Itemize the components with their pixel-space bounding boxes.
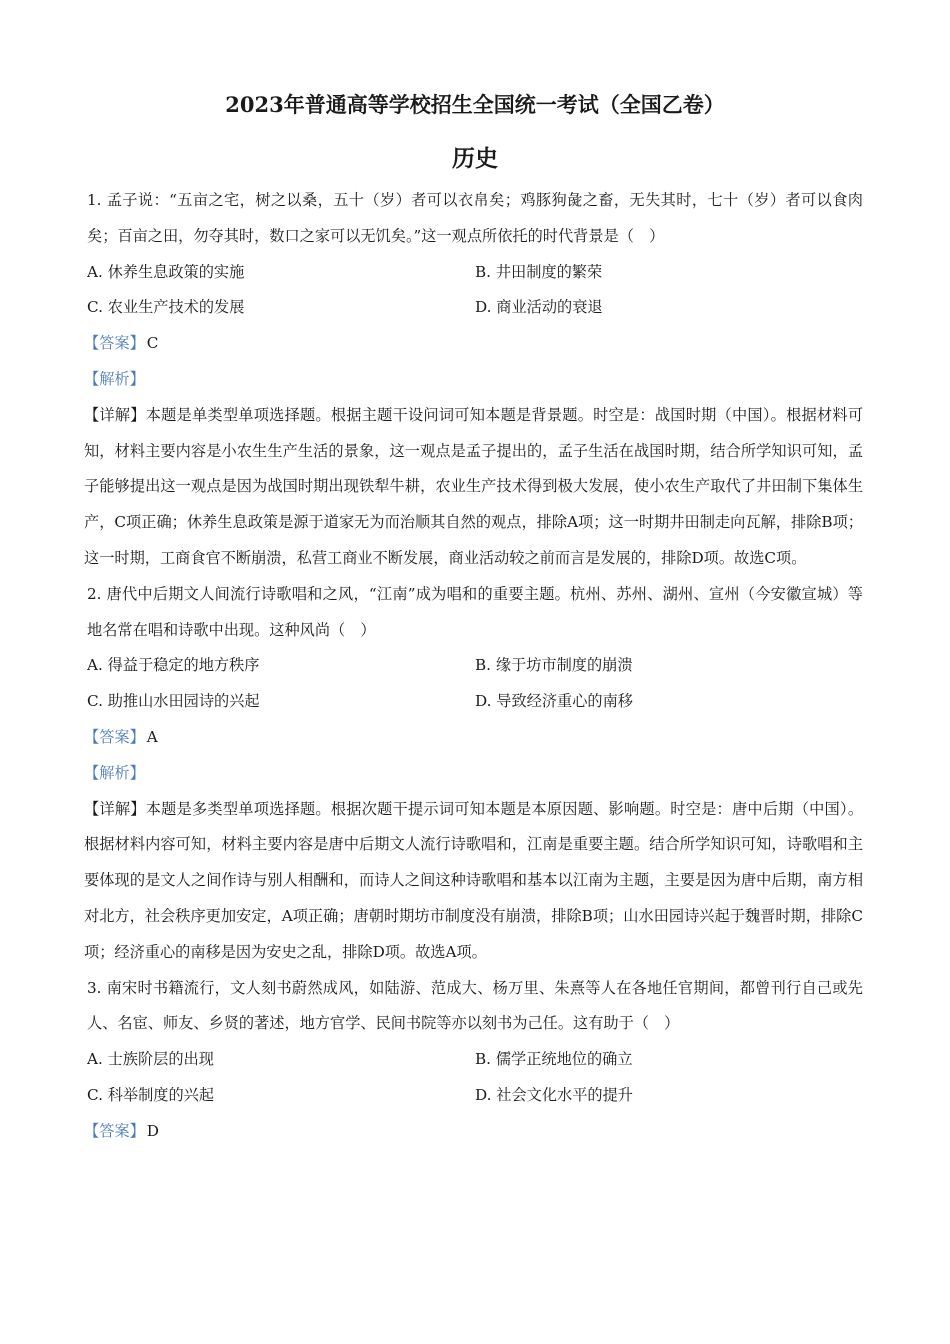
option-row	[87, 1042, 863, 1078]
option-row	[87, 684, 863, 720]
analysis-label: 【解析】	[84, 369, 145, 388]
question-stem: 1. 孟子说：“五亩之宅，树之以桑，五十（岁）者可以衣帛矣；鸡豚狗彘之畜，无失其时，七十（岁）者可以食肉矣；百亩之田，勿夺其时，数口之家可以无饥矣。”这一观点所依托的时代背景是（ ）	[87, 191, 863, 245]
option-d: D. 商业活动的衰退	[475, 298, 603, 317]
option-a: A. 士族阶层的出现	[87, 1050, 214, 1069]
option-d: D. 社会文化水平的提升	[475, 1085, 633, 1104]
question-list	[84, 183, 864, 1150]
answer-value: A	[146, 727, 158, 746]
answer-line	[84, 326, 863, 362]
analysis-label: 【解析】	[84, 763, 145, 782]
detail-label: 【详解】	[84, 799, 146, 818]
option-row	[87, 255, 863, 291]
answer-label: 【答案】	[84, 1121, 145, 1140]
exam-title: 2023年普通高等学校招生全国统一考试（全国乙卷）	[225, 92, 725, 117]
question-1	[84, 183, 864, 577]
option-a: A. 休养生息政策的实施	[87, 262, 245, 281]
subject-title: 历史	[452, 145, 498, 172]
option-row	[87, 290, 863, 326]
detail-label: 【详解】	[84, 405, 146, 424]
option-b: B. 缘于坊市制度的崩溃	[475, 656, 633, 675]
option-d: D. 导致经济重心的南移	[475, 692, 633, 711]
question-stem: 2. 唐代中后期文人间流行诗歌唱和之风，“江南”成为唱和的重要主题。杭州、苏州、湖州、宣州（今安徽宣城）等地名常在唱和诗歌中出现。这种风尚（ ）	[87, 584, 863, 639]
option-c: C. 科举制度的兴起	[87, 1085, 215, 1104]
answer-line	[84, 1114, 863, 1150]
answer-label: 【答案】	[84, 334, 145, 353]
detail-text: 本题是单类型单项选择题。根据主题干设问词可知本题是背景题。时空是：战国时期（中国）。根据材料可知，材料主要内容是小农生生产生活的景象，这一观点是孟子提出的，孟子生活在战国时期，结合所学知识可知，孟子能够提出这一观点是因为战国时期出现铁犁牛耕，农业生产技术得到极大发展，使小农生产取代了井田制下集体生产，C项正确；休养生息政策是源于道家无为而治顺其自然的观点，排除A项；这一时期井田制走向瓦解，排除B项；这一时期，工商食官不断崩溃，私营工商业不断发展，商业活动较之前而言是发展的，排除D项。故选C项。	[84, 405, 864, 567]
question-stem: 3. 南宋时书籍流行，文人刻书蔚然成风，如陆游、范成大、杨万里、朱熹等人在各地任官期间，都曾刊行自己或先人、名宦、师友、乡贤的著述，地方官学、民间书院等亦以刻书为己任。这有助于（ ）	[87, 978, 863, 1033]
detail-paragraph	[84, 792, 863, 971]
detail-paragraph	[84, 398, 863, 577]
answer-value: C	[146, 334, 159, 353]
option-c: C. 助推山水田园诗的兴起	[87, 692, 260, 711]
answer-line	[84, 720, 863, 756]
answer-label: 【答案】	[84, 727, 145, 746]
detail-text: 本题是多类型单项选择题。根据次题干提示词可知本题是本原因题、影响题。时空是：唐中后期（中国）。根据材料内容可知，材料主要内容是唐中后期文人流行诗歌唱和，江南是重要主题。结合所学知识可知，诗歌唱和主要体现的是文人之间作诗与别人相酬和，而诗人之间这种诗歌唱和基本以江南为主题，主要是因为唐中后期，南方相对北方，社会秩序更加安定，A项正确；唐朝时期坊市制度没有崩溃，排除B项；山水田园诗兴起于魏晋时期，排除C项；经济重心的南移是因为安史之乱，排除D项。故选A项。	[84, 799, 864, 961]
option-b: B. 井田制度的繁荣	[475, 262, 603, 281]
question-3	[84, 971, 863, 1150]
analysis-line	[84, 362, 863, 398]
option-row	[87, 1078, 863, 1114]
option-c: C. 农业生产技术的发展	[87, 298, 245, 317]
analysis-line	[84, 756, 863, 792]
option-row	[87, 648, 863, 684]
answer-value: D	[146, 1121, 159, 1140]
question-2	[84, 577, 864, 971]
option-b: B. 儒学正统地位的确立	[475, 1050, 633, 1069]
option-a: A. 得益于稳定的地方秩序	[87, 656, 260, 675]
